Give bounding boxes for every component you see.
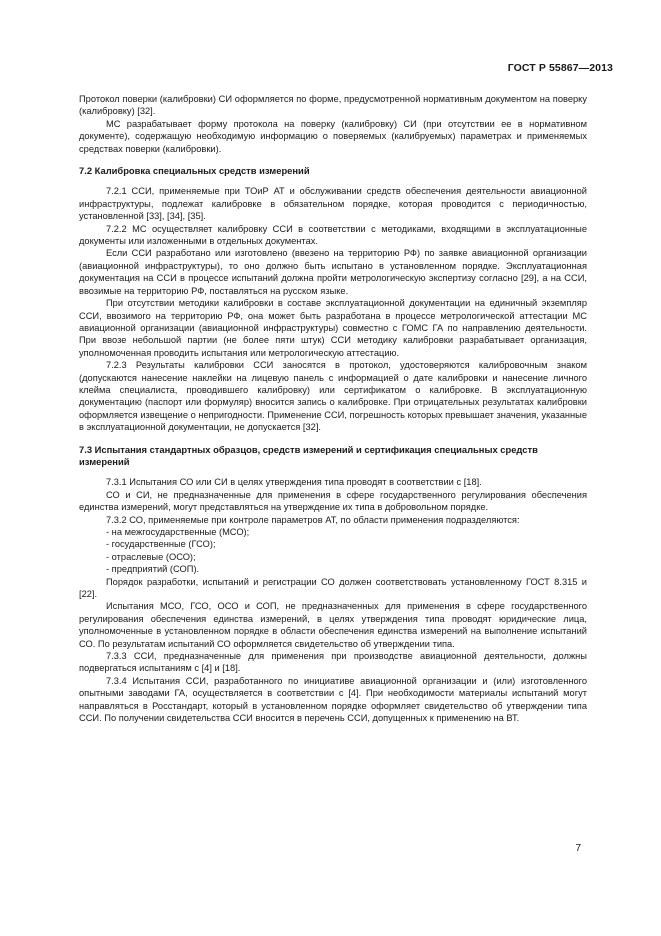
paragraph: При отсутствии методики калибровки в составе эксплуатационной документации на единичный экземпляр ССИ, ввозимого на территорию РФ, она может быть разработана в процессе метрологической аттестации МС авиационной организации (авиационной инфраструктуры) совместно с ГОМС ГА по направлению деятельности. При ввозе небольшой партии (не более пяти штук) ССИ методику калибровки разрабатывает организация, уполномоченная проводить испытания или метрологическую аттестацию. xyxy=(79,298,587,358)
paragraph: Если ССИ разработано или изготовлено (ввезено на территорию РФ) по заявке авиационной организации (авиационной инфраструктуры), то оно должно быть испытано в установленном порядке. Эксплуатационная документация на ССИ в процессе испытаний должна пройти метрологическую экспертизу согласно [29], а на ССИ, ввозимые на территорию РФ, поставляться на русском языке. xyxy=(79,248,587,296)
paragraph: 7.2.2 МС осуществляет калибровку ССИ в соответствии с методиками, входящими в эксплуатационные документы или изложенными в отдельных документах. xyxy=(79,223,587,247)
paragraph: 7.2.3 Результаты калибровки ССИ заносятся в протокол, удостоверяются калибровочным знаком (допускаются нанесение наклейки на лицевую панель с информацией о дате калибровки и нанесение личного клейма специалиста, проводившего калибровку) или сертификатом о калибровке. В эксплуатационную документацию (паспорт или формуляр) вносится запись о калибровке. При отрицательных результатах калибровки оформляется извещение о непригодности. Применение ССИ, погрешность которых превышает значения, указанные в эксплуатационной документации, не допускается [32]. xyxy=(79,360,587,433)
paragraph: 7.3.4 Испытания ССИ, разработанного по инициативе авиационной организации и (или) изготовленного опытными заводами ГА, осуществляется в соответствии с [4]. При необходимости материалы испытаний могут направляться в Росстандарт, который в установленном порядке оформляет свидетельство об утверждении типа ССИ. По получении свидетельства ССИ вносится в перечень ССИ, допущенных к применению на ВТ. xyxy=(79,675,587,724)
paragraph: 7.3.3 ССИ, предназначенные для применения при производстве авиационной деятельности, должны подвергаться испытаниям с [4] и [18]. xyxy=(79,651,587,674)
classification-list xyxy=(79,526,587,576)
list-item: - отраслевые (ОСО); xyxy=(106,551,196,562)
paragraph: Протокол поверки (калибровки) СИ оформляется по форме, предусмотренной нормативным документом на поверку (калибровку) [32]. xyxy=(79,94,587,117)
paragraph: 7.3.2 СО, применяемые при контроле параметров АТ, по области применения подразделяются: xyxy=(106,514,520,525)
page-number: 7 xyxy=(575,843,581,854)
paragraph: 7.2.1 ССИ, применяемые при ТОиР АТ и обслуживании средств обеспечения деятельности авиационной инфраструктуры, подлежат калибровке в обязательном порядке, которая проводится с периодичностью, установленной [33], [34], [35]. xyxy=(79,186,587,222)
document-code: ГОСТ Р 55867—2013 xyxy=(507,62,613,74)
paragraph: 7.3.1 Испытания СО или СИ в целях утверждения типа проводят в соответствии с [18]. xyxy=(106,477,482,488)
paragraph: Испытания МСО, ГСО, ОСО и СОП, не предназначенных для применения в сфере государственного регулирования обеспечения единства измерений, в целях утверждения типа проводят юридические лица, уполномоченные в установленном порядке в области обеспечения единства измерений на выполнение испытаний СО. По результатам испытаний СО оформляется свидетельство об утверждении типа. xyxy=(79,601,587,649)
section-heading-7-3: 7.3 Испытания стандартных образцов, средств измерений и сертификация специальных средств измерений xyxy=(79,443,538,467)
page-body xyxy=(79,93,587,725)
paragraph: МС разрабатывает форму протокола на поверку (калибровку) СИ (при отсутствии ее в нормативном документе), содержащую необходимую информацию о поверяемых (калибруемых) параметрах и применяемых средствах поверки (калибровки). xyxy=(79,118,587,154)
section-heading-7-2: 7.2 Калибровка специальных средств измерений xyxy=(79,165,310,177)
list-item: - на межгосударственные (МСО); xyxy=(106,527,250,537)
paragraph: Порядок разработки, испытаний и регистрации СО должен соответствовать установленному ГОСТ 8.315 и [22]. xyxy=(79,576,587,600)
list-item: - предприятий (СОП). xyxy=(106,564,200,575)
paragraph: СО и СИ, не предназначенные для применения в сфере государственного регулирования обеспечения единства измерений, могут представляться на утверждение их типа в добровольном порядке. xyxy=(79,489,587,513)
list-item: - государственные (ГСО); xyxy=(106,539,216,550)
